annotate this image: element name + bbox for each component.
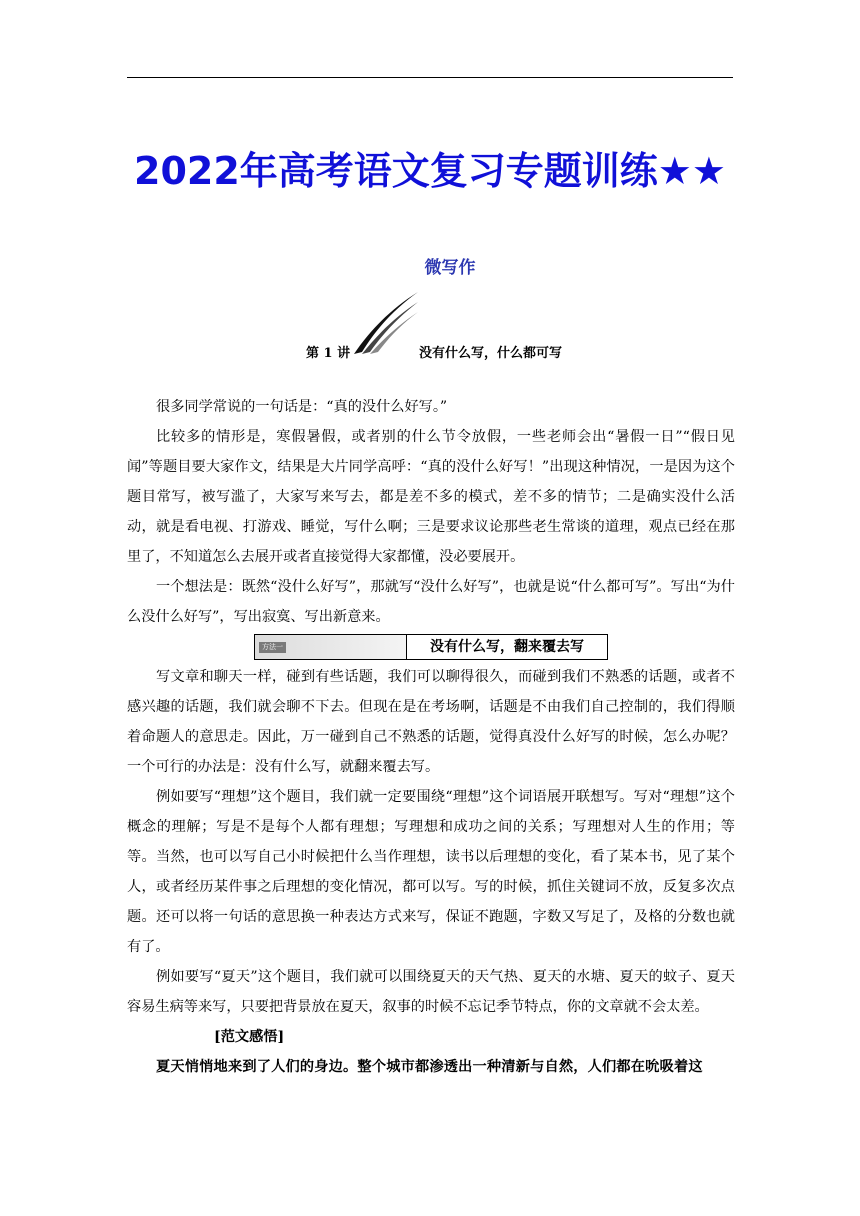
paragraph: 写文章和聊天一样，碰到有些话题，我们可以聊得很久，而碰到我们不熟悉的话题，或者不感兴趣的话题，我们就会聊不下去。但现在是在考场啊，话题是不由我们自己控制的，我们得顺着命题人的意思走。因此，万一碰到自己不熟悉的话题，觉得真没什么好写的时候，怎么办呢？一个可行的办法是：没有什么写，就翻来覆去写。 [127, 669, 735, 775]
swoosh-decoration-icon [352, 290, 422, 358]
excerpt-paragraph: 夏天悄悄地来到了人们的身边。整个城市都渗透出一种清新与自然，人们都在吮吸着这 [156, 1059, 703, 1075]
paragraph: 例如要写“夏天”这个题目，我们就可以围绕夏天的天气热、夏天的水塘、夏天的蚊子、夏天容易生病等来写，只要把背景放在夏天，叙事的时候不忘记季节特点，你的文章就不会太差。 [127, 969, 735, 1015]
method-badge: 方法一 [259, 642, 286, 653]
paragraph: 很多同学常说的一句话是：“真的没什么好写。” [156, 399, 448, 415]
method-title: 没有什么写，翻来覆去写 [430, 639, 584, 655]
paragraph: 比较多的情形是，寒假暑假，或者别的什么节令放假，一些老师会出“暑假一日”“假日见闻”等题目要大家作文，结果是大片同学高呼：“真的没什么好写！”出现这种情况，一是因为这个题目常写，被写滥了，大家写来写去，都是差不多的模式，差不多的情节；二是确实没什么活动，就是看电视、打游戏、睡觉，写什么啊；三是要求议论那些老生常谈的道理，观点已经在那里了，不知道怎么去展开或者直接觉得大家都懂，没必要展开。 [127, 429, 735, 565]
method-badge-area [255, 635, 407, 659]
lecture-title: 没有什么写，什么都可写 [419, 346, 563, 361]
document-body [127, 392, 735, 1082]
paragraph: 例如要写“理想”这个题目，我们就一定要围绕“理想”这个词语展开联想写。写对“理想”这个概念的理解；写是不是每个人都有理想；写理想和成功之间的关系；写理想对人生的作用；等等。当然，也可以写自己小时候把什么当作理想，读书以后理想的变化，看了某本书，见了某个人，或者经历某件事之后理想的变化情况，都可以写。写的时候，抓住关键词不放，反复多次点题。还可以将一句话的意思换一种表达方式来写，保证不跑题，字数又写足了，及格的分数也就有了。 [127, 789, 735, 955]
lecture-number: 第 1 讲 [306, 346, 351, 361]
header-rule [127, 77, 733, 78]
document-title: 2022年高考语文复习专题训练★★ [134, 149, 726, 193]
paragraph: 一个想法是：既然“没什么好写”，那就写“没什么好写”，也就是说“什么都可写”。写出“为什么没什么好写”，写出寂寞、写出新意来。 [127, 579, 735, 625]
method-heading-box [254, 634, 608, 660]
section-label: [范文感悟] [214, 1029, 285, 1045]
document-subtitle: 微写作 [424, 258, 476, 278]
